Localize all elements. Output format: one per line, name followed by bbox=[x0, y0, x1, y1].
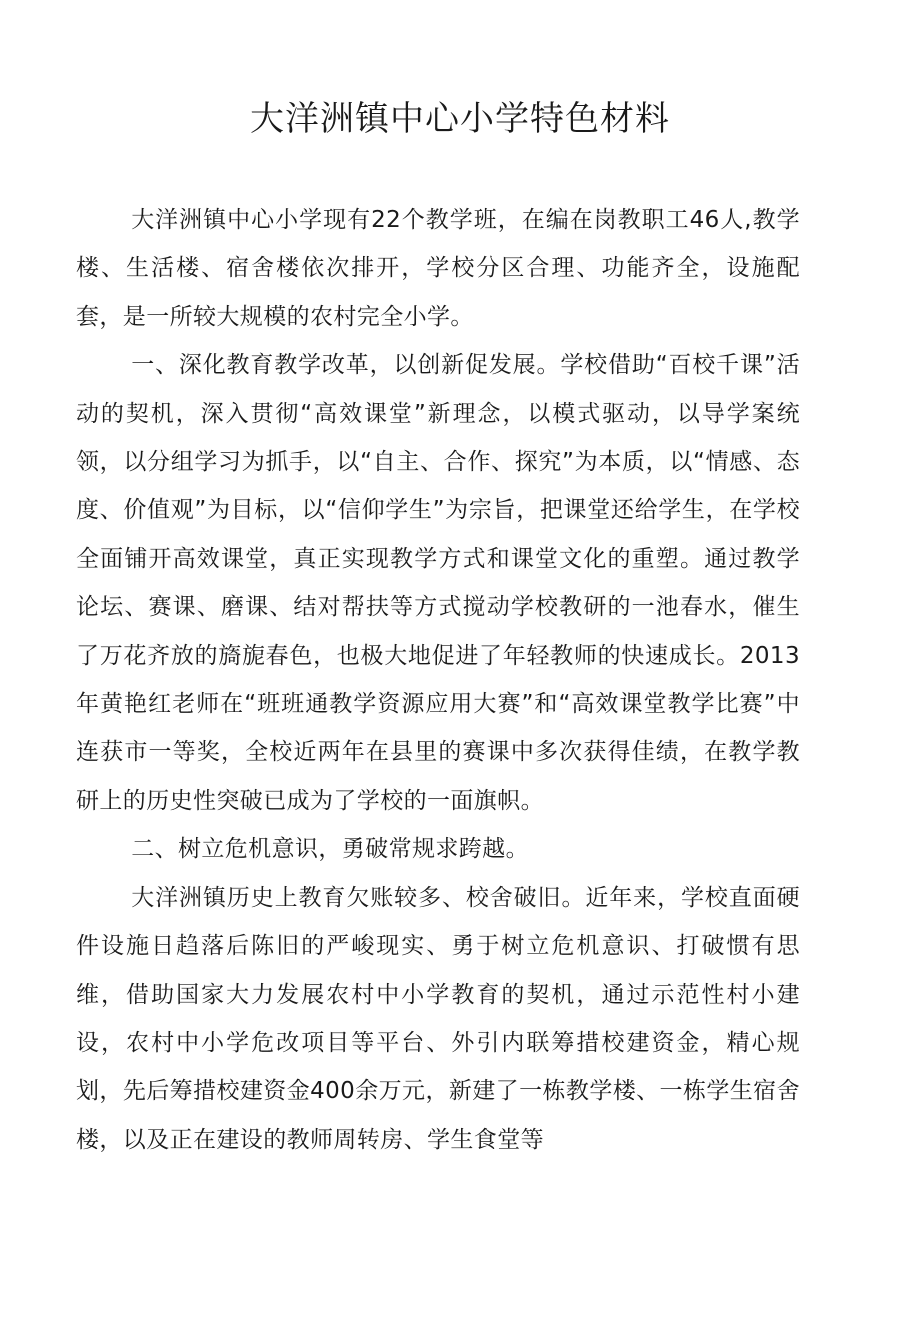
document-title: 大洋洲镇中心小学特色材料 bbox=[250, 99, 670, 139]
document-body bbox=[76, 196, 800, 1164]
paragraph-intro: 大洋洲镇中心小学现有22个教学班，在编在岗教职工46人,教学楼、生活楼、宿舍楼依次排开，学校分区合理、功能齐全，设施配套，是一所较大规模的农村完全小学。 bbox=[76, 207, 800, 330]
paragraph-section-one: 一、深化教育教学改革，以创新促发展。学校借助“百校千课”活动的契机，深入贯彻“高效课堂”新理念，以模式驱动，以导学案统领，以分组学习为抓手，以“自主、合作、探究”为本质，以“情感、态度、价值观”为目标，以“信仰学生”为宗旨，把课堂还给学生，在学校全面铺开高效课堂，真正实现教学方式和课堂文化的重塑。通过教学论坛、赛课、磨课、结对帮扶等方式搅动学校教研的一池春水，催生了万花齐放的旖旎春色，也极大地促进了年轻教师的快速成长。2013年黄艳红老师在“班班通教学资源应用大赛”和“高效课堂教学比赛”中连获市一等奖，全校近两年在县里的赛课中多次获得佳绩，在教学教研上的历史性突破已成为了学校的一面旗帜。 bbox=[76, 352, 800, 814]
paragraph-section-two: 大洋洲镇历史上教育欠账较多、校舍破旧。近年来，学校直面硬件设施日趋落后陈旧的严峻现实、勇于树立危机意识、打破惯有思维，借助国家大力发展农村中小学教育的契机，通过示范性村小建设，农村中小学危改项目等平台、外引内联筹措校建资金，精心规划，先后筹措校建资金400余万元，新建了一栋教学楼、一栋学生宿舍楼，以及正在建设的教师周转房、学生食堂等 bbox=[76, 884, 800, 1153]
section-two-heading: 二、树立危机意识，勇破常规求跨越。 bbox=[131, 836, 529, 863]
